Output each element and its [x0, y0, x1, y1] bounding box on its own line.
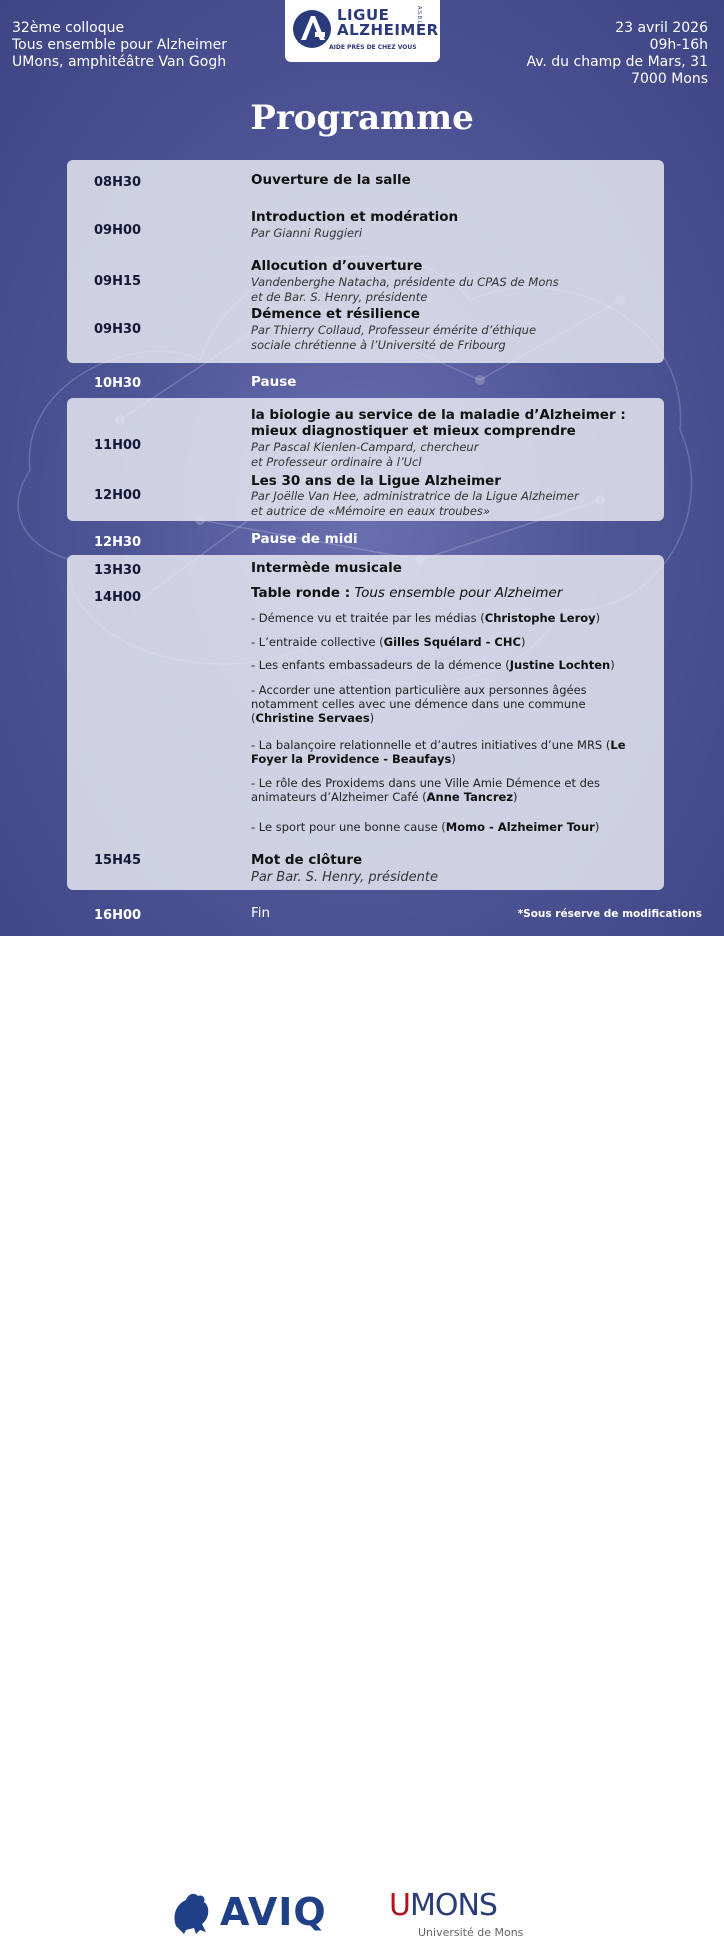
event-title: la biologie au service de la maladie d’Alzheimer : mieux diagnostiquer et mieux comprendre — [251, 407, 626, 439]
aviq-logo: AVIQ — [220, 1890, 327, 1934]
header-right-line: 7000 Mons — [631, 71, 708, 87]
roundtable-end: ) — [369, 711, 375, 725]
event-time: 11H00 — [94, 438, 142, 453]
roundtable-end: ) — [451, 752, 456, 766]
header-right — [526, 20, 708, 88]
event-time: 10H30 — [94, 376, 142, 391]
roundtable-theme: Tous ensemble pour Alzheimer — [354, 585, 563, 601]
logo-tagline: AIDE PRÈS DE CHEZ VOUS — [329, 44, 417, 51]
roundtable-end: ) — [513, 790, 518, 804]
header-left — [12, 20, 227, 71]
header-left-line: 32ème colloque — [12, 20, 125, 36]
event-time: 09H15 — [94, 274, 142, 289]
roundtable-label: Table ronde : — [251, 585, 351, 601]
header-left-line: Tous ensemble pour Alzheimer — [12, 37, 227, 53]
umons-subtitle: Université de Mons — [418, 1926, 524, 1939]
roundtable-topic: - Démence vu et traitée par les médias ( — [251, 611, 485, 625]
event-title: Ouverture de la salle — [251, 172, 411, 188]
roundtable-item — [251, 635, 651, 649]
event-speaker: Par Bar. S. Henry, présidente — [251, 870, 438, 885]
event-speaker: Par Gianni Ruggieri — [251, 226, 363, 240]
logo-line2: ALZHEIMER — [337, 21, 439, 39]
rooster-icon — [166, 1886, 216, 1936]
header-right-line: 23 avril 2026 — [615, 20, 708, 36]
event-title: Démence et résilience — [251, 306, 421, 322]
event-title: Pause — [251, 374, 297, 390]
footer-logos — [0, 936, 724, 1939]
event-time: 12H30 — [94, 535, 142, 550]
umons-logo — [389, 1888, 497, 1923]
header-right-line: 09h-16h — [649, 37, 708, 53]
umons-logo-u: U — [389, 1888, 410, 1923]
roundtable-end: ) — [594, 820, 600, 834]
event-speaker: Par Pascal Kienlen-Campard, chercheur et Professeur ordinaire à l’Ucl — [251, 440, 479, 469]
roundtable-topic: - L’entraide collective ( — [251, 635, 384, 649]
page-title: Programme — [250, 98, 474, 138]
roundtable-speaker: Le Foyer la Providence - Beaufays — [251, 738, 626, 766]
ligue-logo-emblem-icon — [291, 8, 333, 50]
roundtable-item — [251, 611, 651, 625]
event-time: 15H45 — [94, 853, 142, 868]
header-right-line: Av. du champ de Mars, 31 — [526, 54, 708, 70]
event-title: Les 30 ans de la Ligue Alzheimer — [251, 473, 501, 489]
roundtable-topic: - Accorder une attention particulière aux personnes âgées notamment celles avec une démence dans une commune ( — [251, 683, 587, 725]
roundtable-item — [251, 658, 651, 672]
logo-line1: LIGUE — [337, 6, 390, 24]
event-time: 16H00 — [94, 908, 142, 923]
event-time: 12H00 — [94, 488, 142, 503]
event-title: Fin — [251, 905, 271, 921]
roundtable-topic: - Le sport pour une bonne cause ( — [251, 820, 446, 834]
event-speaker: Par Joëlle Van Hee, administratrice de la Ligue Alzheimer et autrice de «Mémoire en eaux troubes» — [251, 489, 579, 518]
event-title: Pause de midi — [251, 531, 358, 547]
roundtable-topic: - Les enfants embassadeurs de la démence ( — [251, 658, 510, 672]
roundtable-item — [251, 738, 651, 766]
event-time: 09H30 — [94, 322, 142, 337]
logo-asbl: A.S.B.L. — [416, 6, 422, 26]
event-title: Introduction et modération — [251, 209, 459, 225]
event-speaker: Vandenberghe Natacha, présidente du CPAS de Mons et de Bar. S. Henry, présidente — [251, 275, 559, 304]
event-speaker: Par Thierry Collaud, Professeur émérite d’éthique sociale chrétienne à l’Université de Fribourg — [251, 323, 537, 352]
event-time: 08H30 — [94, 175, 142, 190]
roundtable-topic: - Le rôle des Proxidems dans une Ville Amie Démence et des animateurs d’Alzheimer Café ( — [251, 776, 600, 804]
roundtable-speaker: Anne Tancrez — [426, 790, 514, 804]
roundtable-speaker: Justine Lochten — [509, 658, 611, 672]
poster — [0, 0, 724, 936]
roundtable-end: ) — [595, 611, 601, 625]
roundtable-item — [251, 683, 651, 725]
event-time: 14H00 — [94, 590, 142, 605]
roundtable-item — [251, 820, 651, 834]
event-title: Mot de clôture — [251, 852, 363, 868]
event-time: 13H30 — [94, 563, 142, 578]
disclaimer-note: *Sous réserve de modifications — [517, 908, 702, 920]
roundtable-end: ) — [610, 658, 615, 672]
event-title: Allocution d’ouverture — [251, 258, 423, 274]
roundtable-speaker: Christine Servaes — [255, 711, 370, 725]
header-left-line: UMons, amphitéâtre Van Gogh — [12, 54, 227, 70]
event-time: 09H00 — [94, 223, 142, 238]
roundtable-end: ) — [520, 635, 526, 649]
roundtable-speaker: Gilles Squélard - CHC — [383, 635, 521, 649]
roundtable-speaker: Christophe Leroy — [484, 611, 596, 625]
logo-name — [337, 8, 439, 38]
roundtable-topic: - La balançoire relationnelle et d’autres initiatives d’une MRS ( — [251, 738, 611, 752]
roundtable-heading — [251, 585, 562, 601]
roundtable-speaker: Momo - Alzheimer Tour — [445, 820, 595, 834]
roundtable-item — [251, 776, 651, 804]
umons-logo-rest: MONS — [409, 1888, 497, 1923]
ligue-alzheimer-logo — [285, 0, 440, 62]
event-title: Intermède musicale — [251, 560, 402, 576]
